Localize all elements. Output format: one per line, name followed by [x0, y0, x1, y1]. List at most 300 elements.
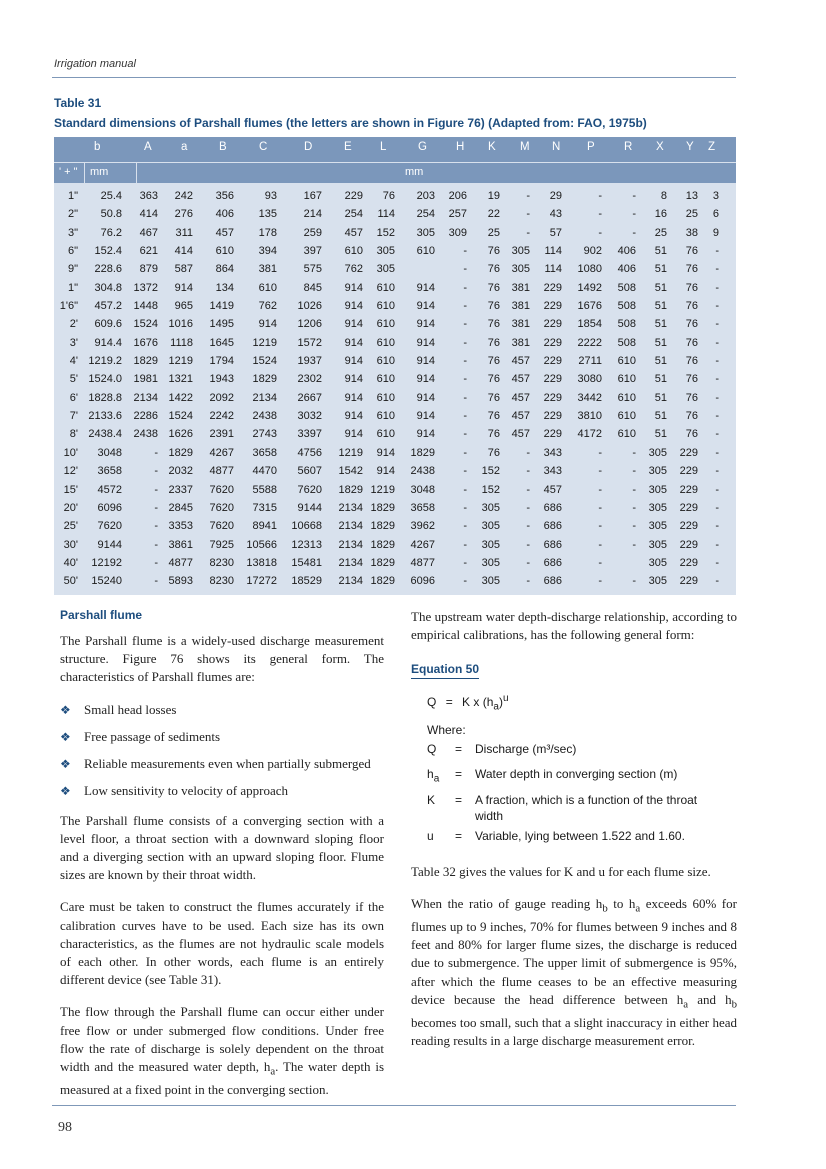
table-cell: 610: [376, 410, 395, 423]
table-row: [54, 188, 736, 206]
table-cell: 76: [685, 281, 698, 294]
table-cell: 914: [344, 336, 363, 349]
definition-row: [427, 792, 737, 824]
table-cell: 214: [303, 208, 322, 221]
table-cell: 3048: [410, 483, 435, 496]
table-cell: 51: [654, 373, 667, 386]
table-cell: 51: [654, 391, 667, 404]
table-cell: 8941: [252, 520, 277, 533]
table-cell: 914: [416, 410, 435, 423]
table-cell: 1419: [209, 300, 234, 313]
column-header: C: [259, 141, 268, 153]
table-cell: 76.2: [100, 226, 122, 239]
bullet-diamond-icon: ❖: [60, 729, 71, 744]
variable-definitions: [427, 741, 737, 849]
definition-symbol: [427, 741, 455, 762]
table-cell: 229: [543, 410, 562, 423]
table-cell: 3962: [410, 520, 435, 533]
table-row: [54, 482, 736, 500]
table-row: [54, 371, 736, 389]
table-cell: 38: [685, 226, 698, 239]
paragraph: [60, 1003, 384, 1099]
table-cell: 114: [377, 208, 395, 221]
column-header: E: [344, 141, 352, 153]
table-cell: 76: [487, 391, 500, 404]
characteristics-list: [60, 701, 384, 800]
text: The flow through the Parshall flume can occur either under free flow or under submerged flow conditions. Under free flow the rate of discharge is solely dependent on the throat width and the measured water depth, h: [60, 1004, 384, 1075]
table-cell: 229: [679, 520, 698, 533]
table-cell: -: [715, 300, 719, 313]
table-cell: 610: [617, 391, 636, 404]
definition-equals: =: [455, 792, 463, 807]
table-row: [54, 280, 736, 298]
table-cell: 51: [654, 245, 667, 258]
table-cell: 15': [63, 483, 78, 496]
table-cell: 356: [215, 190, 234, 202]
table-cell: 1219: [370, 483, 395, 496]
table-row: [54, 573, 736, 591]
table-cell: 914: [344, 410, 363, 423]
table-cell: 6096: [410, 575, 435, 588]
table-cell: 1854: [577, 318, 602, 331]
table-cell: -: [463, 373, 467, 386]
table-cell: 1937: [297, 355, 322, 368]
table-cell: -: [715, 318, 719, 331]
table-cell: 1448: [133, 300, 158, 313]
table-cell: 1829: [338, 483, 363, 496]
table-row: [54, 408, 736, 426]
table-cell: 762: [258, 300, 277, 313]
column-header: D: [304, 141, 313, 153]
table-cell: -: [463, 428, 467, 441]
table-cell: 1": [67, 190, 78, 202]
table-cell: 152: [376, 226, 395, 239]
table-cell: 1016: [168, 318, 193, 331]
table-cell: 57: [549, 226, 562, 239]
table-cell: 914: [344, 391, 363, 404]
table-cell: 1": [67, 281, 78, 294]
table-row: [54, 261, 736, 279]
subscript: b: [602, 902, 608, 915]
table-cell: 343: [543, 465, 562, 478]
table-cell: 406: [617, 263, 636, 276]
table-cell: 1219: [252, 336, 277, 349]
definition-row: [427, 766, 737, 787]
table-cell: 610: [258, 281, 277, 294]
table-cell: 114: [544, 263, 562, 276]
table-cell: 914: [416, 281, 435, 294]
table-cell: 5': [69, 373, 78, 386]
header-rule: [52, 77, 736, 78]
table-cell: 1542: [338, 465, 363, 478]
table-cell: -: [632, 465, 636, 478]
table-cell: 343: [543, 446, 562, 459]
column-header: P: [587, 141, 595, 153]
table-cell: -: [715, 501, 719, 514]
list-item: [60, 782, 384, 800]
symbol-text: Q: [427, 741, 437, 756]
table-cell: -: [463, 245, 467, 258]
table-cell: 2438: [252, 410, 277, 423]
table-cell: 304.8: [94, 281, 122, 294]
table-cell: 864: [215, 263, 234, 276]
table-cell: 610: [416, 245, 435, 258]
table-cell: 152.4: [94, 245, 122, 258]
table-cell: 610: [215, 245, 234, 258]
table-cell: -: [598, 556, 602, 569]
table-cell: -: [463, 318, 467, 331]
table-cell: 50': [63, 575, 78, 588]
unit-divider: [136, 163, 137, 183]
paragraph: The upstream water depth-discharge relationship, according to empirical calibrations, has the following general form:: [411, 609, 737, 643]
list-item: [60, 728, 384, 746]
table-cell: -: [526, 538, 530, 551]
table-cell: 50.8: [100, 208, 122, 221]
table-cell: 4': [69, 355, 78, 368]
definition-row: [427, 828, 737, 849]
table-cell: 305: [648, 575, 667, 588]
table-cell: 3861: [168, 538, 193, 551]
table-cell: -: [598, 446, 602, 459]
table-cell: 1524.0: [88, 373, 122, 386]
table-row: [54, 463, 736, 481]
table-cell: -: [632, 208, 636, 221]
table-cell: 914: [376, 465, 395, 478]
paragraph: Table 32 gives the values for K and u for each flume size.: [411, 863, 711, 879]
table-cell: -: [463, 446, 467, 459]
table-cell: -: [526, 208, 530, 221]
bullet-diamond-icon: ❖: [60, 702, 71, 717]
table-cell: 381: [511, 281, 530, 294]
table-cell: 8230: [209, 556, 234, 569]
table-cell: 13: [685, 190, 698, 202]
definition-equals: =: [455, 741, 463, 756]
table-cell: 203: [416, 190, 435, 202]
table-cell: 3658: [252, 446, 277, 459]
table-cell: 4267: [410, 538, 435, 551]
table-cell: 3': [69, 336, 78, 349]
text: becomes too small, such that a slight inaccuracy in either head reading results in a large discharge measurement error.: [411, 1014, 737, 1048]
list-item: [60, 755, 384, 773]
parshall-dimensions-table: [54, 137, 736, 595]
table-cell: 467: [139, 226, 158, 239]
bullet-diamond-icon: ❖: [60, 783, 71, 798]
table-cell: 914: [344, 300, 363, 313]
table-cell: -: [526, 465, 530, 478]
table-cell: 1422: [168, 391, 193, 404]
table-cell: 610: [376, 300, 395, 313]
table-cell: -: [463, 538, 467, 551]
eq-sup: u: [502, 693, 509, 705]
table-cell: 30': [63, 538, 78, 551]
table-cell: -: [715, 410, 719, 423]
table-cell: 2438.4: [88, 428, 122, 441]
table-cell: 914: [416, 391, 435, 404]
column-header: L: [380, 141, 387, 153]
table-cell: 76: [685, 428, 698, 441]
table-row: [54, 555, 736, 573]
table-cell: -: [463, 355, 467, 368]
table-cell: -: [632, 446, 636, 459]
table-cell: 587: [174, 263, 193, 276]
table-cell: 76: [487, 336, 500, 349]
table-cell: -: [154, 483, 158, 496]
table-cell: 2438: [133, 428, 158, 441]
table-cell: 76: [685, 300, 698, 313]
equation: [427, 693, 737, 712]
paragraph: [411, 895, 737, 1050]
table-cell: 914: [344, 355, 363, 368]
table-cell: -: [463, 520, 467, 533]
column-header: K: [488, 141, 496, 153]
table-cell: 305: [648, 446, 667, 459]
table-cell: 7': [69, 410, 78, 423]
table-cell: 228.6: [94, 263, 122, 276]
table-cell: 610: [617, 428, 636, 441]
table-cell: 51: [654, 318, 667, 331]
table-row: [54, 298, 736, 316]
table-cell: 10566: [246, 538, 277, 551]
table-cell: 178: [258, 226, 277, 239]
table-cell: -: [463, 391, 467, 404]
table-cell: 7620: [297, 483, 322, 496]
table-cell: -: [632, 226, 636, 239]
table-row: [54, 353, 736, 371]
table-cell: 8230: [209, 575, 234, 588]
table-cell: 76: [487, 373, 500, 386]
table-cell: -: [463, 575, 467, 588]
table-cell: 914: [344, 373, 363, 386]
table-cell: -: [632, 501, 636, 514]
table-cell: 93: [264, 190, 277, 202]
table-cell: 1'6": [59, 300, 78, 313]
table-cell: 4267: [209, 446, 234, 459]
table-cell: 914: [416, 428, 435, 441]
table-cell: 1524: [252, 355, 277, 368]
table-cell: 2': [69, 318, 78, 331]
table-cell: 6": [67, 245, 78, 258]
table-row: [54, 316, 736, 334]
table-cell: 5607: [297, 465, 322, 478]
table-cell: 134: [215, 281, 234, 294]
table-cell: 2743: [252, 428, 277, 441]
table-row: [54, 206, 736, 224]
table-cell: 1981: [133, 373, 158, 386]
table-cell: 12': [63, 465, 78, 478]
table-cell: 610: [617, 373, 636, 386]
table-cell: 4172: [577, 428, 602, 441]
table-cell: -: [463, 556, 467, 569]
column-header: N: [552, 141, 561, 153]
table-cell: 1219.2: [88, 355, 122, 368]
table-cell: 254: [416, 208, 435, 221]
table-cell: 152: [481, 465, 500, 478]
table-cell: 1492: [577, 281, 602, 294]
table-cell: 610: [344, 245, 363, 258]
paragraph: Care must be taken to construct the flumes accurately if the calibration curves have to be used. Each size has its own characteristics, as the flumes are not hydraulic scale models of each other. In other words, each flume is an entirely different device (see Table 31).: [60, 899, 384, 988]
table-cell: -: [154, 501, 158, 514]
column-header: H: [456, 141, 465, 153]
column-header: a: [181, 141, 188, 153]
table-cell: -: [154, 538, 158, 551]
table-cell: 9: [712, 226, 719, 239]
table-cell: 305: [511, 263, 530, 276]
table-cell: 76: [685, 245, 698, 258]
table-cell: 1829: [370, 538, 395, 551]
paragraph: The Parshall flume consists of a converging section with a level floor, a throat section with a downward sloping floor and a diverging section with an upward sloping floor. Flume sizes are known by their throat width.: [60, 812, 384, 883]
table-cell: 2391: [209, 428, 234, 441]
footer-rule: [52, 1105, 736, 1106]
table-cell: -: [632, 483, 636, 496]
column-header: Y: [686, 141, 694, 153]
table-cell: 610: [376, 318, 395, 331]
table-cell: 229: [679, 538, 698, 551]
table-cell: 508: [617, 318, 636, 331]
table-cell: 135: [258, 208, 277, 221]
table-row: [54, 335, 736, 353]
table-cell: 305: [648, 520, 667, 533]
table-cell: 2845: [168, 501, 193, 514]
table-cell: 25: [685, 208, 698, 221]
table-cell: 1372: [133, 281, 158, 294]
table-cell: 51: [654, 355, 667, 368]
table-cell: 76: [685, 336, 698, 349]
subscript: a: [635, 902, 641, 915]
table-cell: 610: [617, 410, 636, 423]
table-cell: 76: [685, 391, 698, 404]
table-cell: 76: [487, 300, 500, 313]
table-cell: 397: [303, 245, 322, 258]
table-cell: -: [715, 391, 719, 404]
table-cell: 305: [648, 556, 667, 569]
table-cell: 20': [63, 501, 78, 514]
table-cell: 914: [416, 318, 435, 331]
table-cell: 2133.6: [88, 410, 122, 423]
table-cell: 76: [487, 318, 500, 331]
text: When the ratio of gauge reading h: [411, 896, 603, 912]
table-cell: 914: [416, 300, 435, 313]
table-cell: -: [526, 501, 530, 514]
table-cell: 686: [543, 575, 562, 588]
table-cell: 305: [376, 245, 395, 258]
table-cell: 4572: [97, 483, 122, 496]
table-header-letters: [54, 137, 736, 162]
table-cell: -: [154, 556, 158, 569]
table-cell: 51: [654, 428, 667, 441]
table-cell: -: [526, 446, 530, 459]
subscript: b: [731, 998, 737, 1011]
table-cell: 76: [685, 318, 698, 331]
table-cell: -: [715, 245, 719, 258]
table-cell: -: [526, 190, 530, 202]
table-cell: 4470: [252, 465, 277, 478]
table-cell: 76: [487, 410, 500, 423]
table-cell: 76: [487, 245, 500, 258]
table-cell: -: [632, 575, 636, 588]
symbol-subscript: a: [433, 773, 440, 785]
table-cell: 305: [416, 226, 435, 239]
table-cell: 2134: [338, 501, 363, 514]
table-cell: 1829: [370, 520, 395, 533]
table-cell: 311: [175, 226, 193, 239]
table-cell: 1206: [297, 318, 322, 331]
table-cell: -: [598, 575, 602, 588]
table-cell: 3810: [577, 410, 602, 423]
table-cell: 305: [481, 501, 500, 514]
table-cell: 309: [448, 226, 467, 239]
table-cell: 686: [543, 501, 562, 514]
table-cell: 914: [416, 355, 435, 368]
table-cell: -: [715, 373, 719, 386]
table-cell: 2302: [297, 373, 322, 386]
table-cell: 4756: [297, 446, 322, 459]
table-cell: 2134: [338, 556, 363, 569]
table-cell: -: [154, 520, 158, 533]
table-cell: 3658: [410, 501, 435, 514]
table-row: [54, 445, 736, 463]
column-header: R: [624, 141, 633, 153]
table-cell: 1829: [410, 446, 435, 459]
table-cell: 914: [174, 281, 193, 294]
table-cell: 1219: [168, 355, 193, 368]
table-cell: 10': [63, 446, 78, 459]
table-cell: 167: [303, 190, 322, 202]
table-cell: 6': [69, 391, 78, 404]
table-cell: 457: [511, 410, 530, 423]
table-cell: 25.4: [100, 190, 122, 202]
table-cell: 229: [543, 336, 562, 349]
table-cell: 2134: [338, 520, 363, 533]
table-cell: 18529: [291, 575, 322, 588]
table-header-units: [54, 163, 736, 183]
table-cell: -: [463, 465, 467, 478]
table-cell: -: [598, 190, 602, 202]
table-cell: 6096: [97, 501, 122, 514]
table-cell: 25: [654, 226, 667, 239]
table-cell: 76: [487, 281, 500, 294]
table-cell: -: [598, 520, 602, 533]
table-cell: -: [463, 263, 467, 276]
table-cell: 76: [382, 190, 395, 202]
table-cell: 76: [487, 355, 500, 368]
table-cell: 3": [67, 226, 78, 239]
table-cell: -: [715, 336, 719, 349]
eq-sign: =: [445, 695, 453, 710]
table-cell: 25': [63, 520, 78, 533]
text: . The water depth is measured at a fixed point in the converging section.: [60, 1059, 385, 1097]
table-cell: -: [598, 226, 602, 239]
table-cell: -: [463, 410, 467, 423]
symbol-text: h: [427, 767, 434, 782]
table-cell: -: [715, 520, 719, 533]
subscript: a: [270, 1065, 276, 1078]
table-cell: 2092: [209, 391, 234, 404]
table-cell: 457.2: [94, 300, 122, 313]
table-cell: 381: [511, 318, 530, 331]
table-cell: 229: [679, 575, 698, 588]
table-cell: 305: [481, 556, 500, 569]
table-cell: 206: [448, 190, 467, 202]
list-item-text: Free passage of sediments: [84, 728, 221, 744]
table-cell: 2134: [133, 391, 158, 404]
table-cell: 5893: [168, 575, 193, 588]
table-cell: 610: [376, 355, 395, 368]
table-cell: -: [715, 281, 719, 294]
table-row: [54, 426, 736, 444]
table-cell: 229: [679, 556, 698, 569]
table-cell: 76: [487, 263, 500, 276]
table-cell: 13818: [246, 556, 277, 569]
